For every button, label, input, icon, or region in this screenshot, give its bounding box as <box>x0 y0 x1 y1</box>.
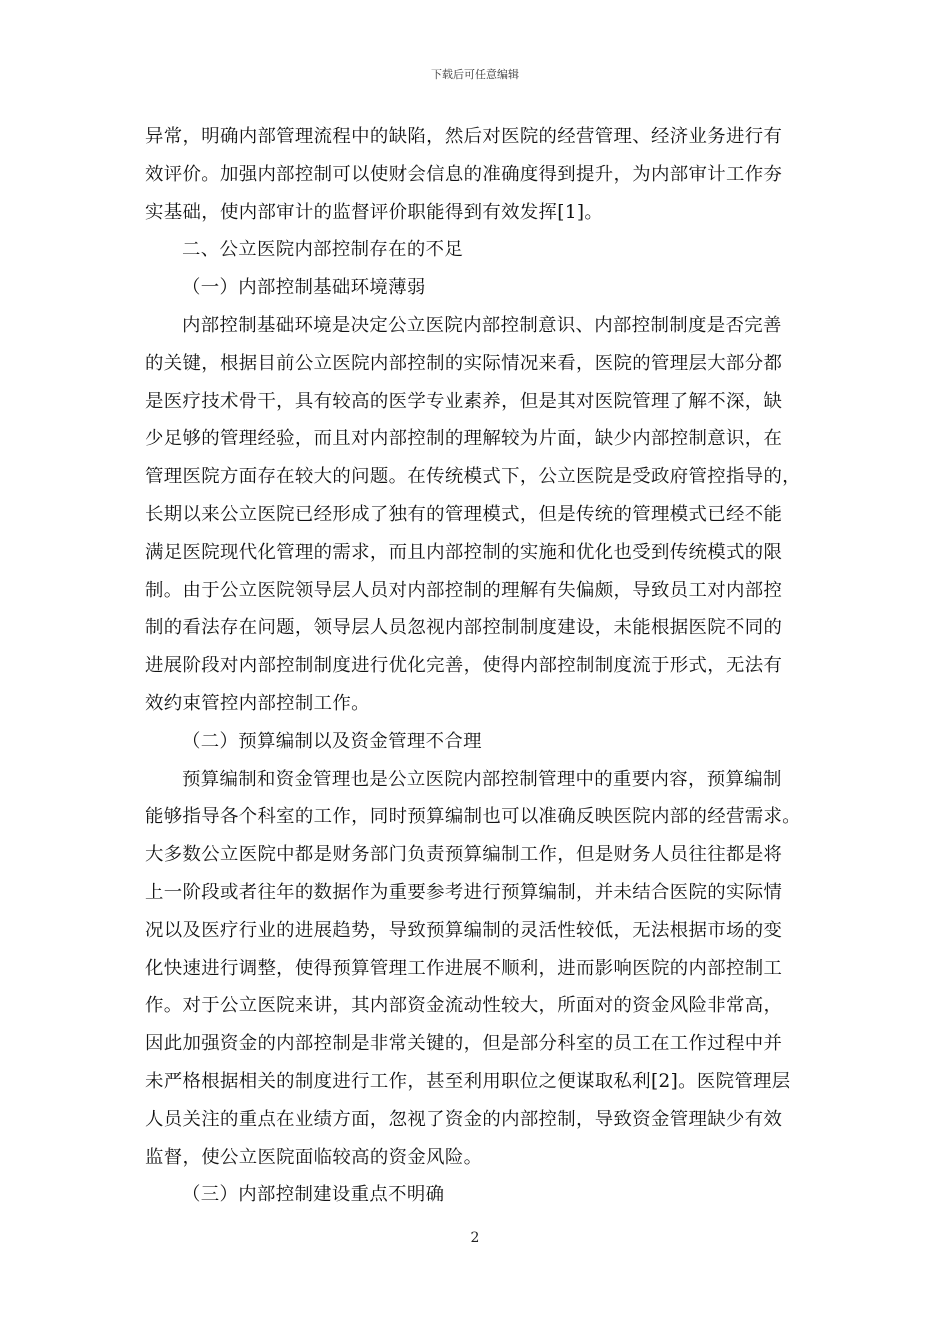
text-line: 效评价。加强内部控制可以使财会信息的准确度得到提升，为内部审计工作夯 <box>145 163 783 185</box>
text-line: 效约束管控内部控制工作。 <box>145 692 370 714</box>
text-line: 少足够的管理经验，而且对内部控制的理解较为片面，缺少内部控制意识，在 <box>145 428 783 450</box>
text-line: 况以及医疗行业的进展趋势，导致预算编制的灵活性较低，无法根据市场的变 <box>145 919 783 941</box>
text-line: 二、公立医院内部控制存在的不足 <box>182 239 464 261</box>
text-line: （一）内部控制基础环境薄弱 <box>182 277 426 299</box>
text-line: 能够指导各个科室的工作，同时预算编制也可以准确反映医院内部的经营需求。 <box>145 806 801 828</box>
text-line: 异常，明确内部管理流程中的缺陷，然后对医院的经营管理、经济业务进行有 <box>145 126 783 147</box>
text-line: 进展阶段对内部控制制度进行优化完善，使得内部控制制度流于形式，无法有 <box>145 655 783 677</box>
document-body <box>145 118 807 1214</box>
text-line: 的关键，根据目前公立医院内部控制的实际情况来看，医院的管理层大部分都 <box>145 352 783 374</box>
page-header: 下载后可任意编辑 <box>431 68 519 81</box>
text-line: 管理医院方面存在较大的问题。在传统模式下，公立医院是受政府管控指导的， <box>145 466 801 488</box>
text-line: 化快速进行调整，使得预算管理工作进展不顺利，进而影响医院的内部控制工 <box>145 957 783 979</box>
text-line: 因此加强资金的内部控制是非常关键的，但是部分科室的员工在工作过程中并 <box>145 1033 783 1055</box>
text-line: 制。由于公立医院领导层人员对内部控制的理解有失偏颇，导致员工对内部控 <box>145 579 783 601</box>
text-line: 制的看法存在问题，领导层人员忽视内部控制制度建设，未能根据医院不同的 <box>145 617 783 639</box>
text-line: 长期以来公立医院已经形成了独有的管理模式，但是传统的管理模式已经不能 <box>145 503 783 525</box>
text-line: 实基础，使内部审计的监督评价职能得到有效发挥[1]。 <box>145 201 604 223</box>
text-line: （二）预算编制以及资金管理不合理 <box>182 730 482 752</box>
text-line: 人员关注的重点在业绩方面，忽视了资金的内部控制，导致资金管理缺少有效 <box>145 1108 783 1130</box>
text-line: 大多数公立医院中都是财务部门负责预算编制工作，但是财务人员往往都是将 <box>145 844 783 866</box>
text-line: 作。对于公立医院来讲，其内部资金流动性较大，所面对的资金风险非常高， <box>145 995 783 1017</box>
text-line: 监督，使公立医院面临较高的资金风险。 <box>145 1146 483 1168</box>
text-line: 是医疗技术骨干，具有较高的医学专业素养，但是其对医院管理了解不深，缺 <box>145 390 783 412</box>
text-line: 预算编制和资金管理也是公立医院内部控制管理中的重要内容，预算编制 <box>182 768 782 790</box>
text-line: 未严格根据相关的制度进行工作，甚至利用职位之便谋取私利[2]。医院管理层 <box>145 1070 791 1092</box>
page-number: 2 <box>470 1230 480 1246</box>
text-line: （三）内部控制建设重点不明确 <box>182 1184 445 1206</box>
text-line: 满足医院现代化管理的需求，而且内部控制的实施和优化也受到传统模式的限 <box>145 541 783 563</box>
text-line: 上一阶段或者往年的数据作为重要参考进行预算编制，并未结合医院的实际情 <box>145 881 783 903</box>
text-line: 内部控制基础环境是决定公立医院内部控制意识、内部控制制度是否完善 <box>182 314 782 336</box>
